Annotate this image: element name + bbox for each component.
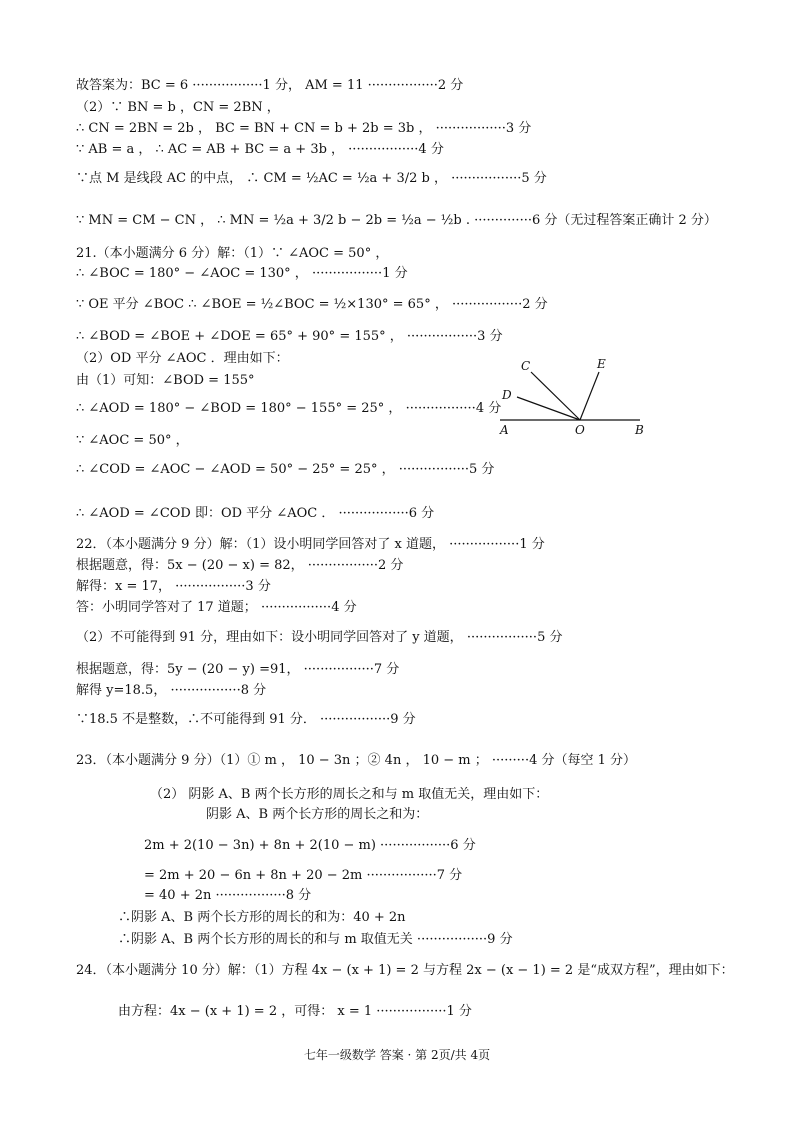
q22-line-2: 解得：x = 17， ·················3 分 — [76, 579, 271, 594]
q21-line-1: ∴ ∠BOC = 180° − ∠AOC = 130° ， ·················1 分 — [76, 266, 408, 281]
q23-line-1: （2） 阴影 A、B 两个长方形的周长之和与 m 取值无关，理由如下： — [150, 787, 549, 802]
q22-header: 22．（本小题满分 9 分）解：（1）设小明同学回答对了 x 道题， ·················1 分 — [76, 537, 545, 552]
q24-line-1: 由方程：4x − (x + 1) = 2 ，可得： x = 1 ·················1 分 — [118, 1004, 472, 1019]
q23-line-7: ∴阴影 A、B 两个长方形的周长的和与 m 取值无关 ·················9 分 — [118, 932, 513, 947]
q22-line-6: 解得 y=18.5， ·················8 分 — [76, 683, 267, 698]
q22-line-4: （2）不可能得到 91 分，理由如下：设小明同学回答对了 y 道题， ·················5 分 — [76, 630, 563, 645]
q22-line-3: 答：小明同学答对了 17 道题； ·················4 分 — [76, 600, 357, 615]
q21-line-7: ∵ ∠AOC = 50° ， — [76, 433, 189, 448]
ray-oc — [531, 372, 580, 420]
q23-header: 23．（本小题满分 9 分）（1）① m ， 10 − 3n ；② 4n ， 10 − m ； ·········4 分（每空 1 分） — [76, 753, 637, 768]
q21-line-3: ∴ ∠BOD = ∠BOE + ∠DOE = 65° + 90° = 155° ， ·················3 分 — [76, 329, 503, 344]
label-e: E — [597, 357, 606, 371]
q23-line-5: = 40 + 2n ·················8 分 — [144, 888, 312, 903]
answer-line-4: ∵ AB = a ， ∴ AC = AB + BC = a + 3b ， ·················4 分 — [76, 142, 444, 157]
q22-line-7: ∵18.5 不是整数，∴不可能得到 91 分． ·················9 分 — [76, 712, 416, 727]
angle-diagram — [495, 352, 655, 442]
label-a: A — [500, 423, 509, 437]
answer-line-6: ∵ MN = CM − CN ， ∴ MN = ½a + 3/2 b − 2b = ½a − ½b . ··············6 分（无过程答案正确计 2 分） — [76, 213, 717, 228]
answer-line-1: 故答案为：BC = 6 ·················1 分， AM = 11 ·················2 分 — [76, 78, 464, 93]
page-footer: 七年一级数学 答案 · 第 2页/共 4页 — [303, 1048, 491, 1062]
q21-line-4: （2）OD 平分 ∠AOC ．理由如下： — [76, 351, 289, 366]
q23-line-4: = 2m + 20 − 6n + 8n + 20 − 2m ·················7 分 — [144, 868, 463, 883]
q23-line-6: ∴阴影 A、B 两个长方形的周长的和为：40 + 2n — [118, 910, 406, 925]
answer-line-5: ∵点 M 是线段 AC 的中点， ∴ CM = ½AC = ½a + 3/2 b ， ·················5 分 — [76, 171, 547, 186]
answer-line-2: （2）∵ BN = b ，CN = 2BN ， — [76, 100, 280, 115]
label-o: O — [575, 423, 585, 437]
ray-oe — [580, 372, 599, 420]
label-c: C — [521, 359, 531, 373]
q21-line-8: ∴ ∠COD = ∠AOC − ∠AOD = 50° − 25° = 25° ， ·················5 分 — [76, 462, 495, 477]
label-b: B — [635, 423, 644, 437]
q21-line-5: 由（1）可知：∠BOD = 155° — [76, 373, 255, 388]
q21-line-6: ∴ ∠AOD = 180° − ∠BOD = 180° − 155° = 25° ， ·················4 分 — [76, 401, 502, 416]
answer-line-3: ∴ CN = 2BN = 2b ， BC = BN + CN = b + 2b = 3b ， ·················3 分 — [76, 121, 532, 136]
label-d: D — [502, 388, 512, 402]
q21-line-2: ∵ OE 平分 ∠BOC ∴ ∠BOE = ½∠BOC = ½×130° = 65° ， ·················2 分 — [76, 297, 548, 312]
ray-od — [517, 397, 580, 420]
q23-line-3: 2m + 2(10 − 3n) + 8n + 2(10 − m) ·················6 分 — [144, 838, 476, 853]
q23-line-2: 阴影 A、B 两个长方形的周长之和为： — [206, 807, 429, 822]
q22-line-1: 根据题意，得：5x − (20 − x) = 82， ·················2 分 — [76, 558, 404, 573]
q22-line-5: 根据题意，得：5y − (20 − y) =91， ·················7 分 — [76, 662, 400, 677]
q24-header: 24．（本小题满分 10 分）解：（1）方程 4x − (x + 1) = 2 与方程 2x − (x − 1) = 2 是“成双方程”，理由如下： — [76, 963, 734, 978]
q21-line-9: ∴ ∠AOD = ∠COD 即：OD 平分 ∠AOC ． ·················6 分 — [76, 506, 435, 521]
q21-header: 21.（本小题满分 6 分）解：（1）∵ ∠AOC = 50° ， — [76, 246, 389, 261]
